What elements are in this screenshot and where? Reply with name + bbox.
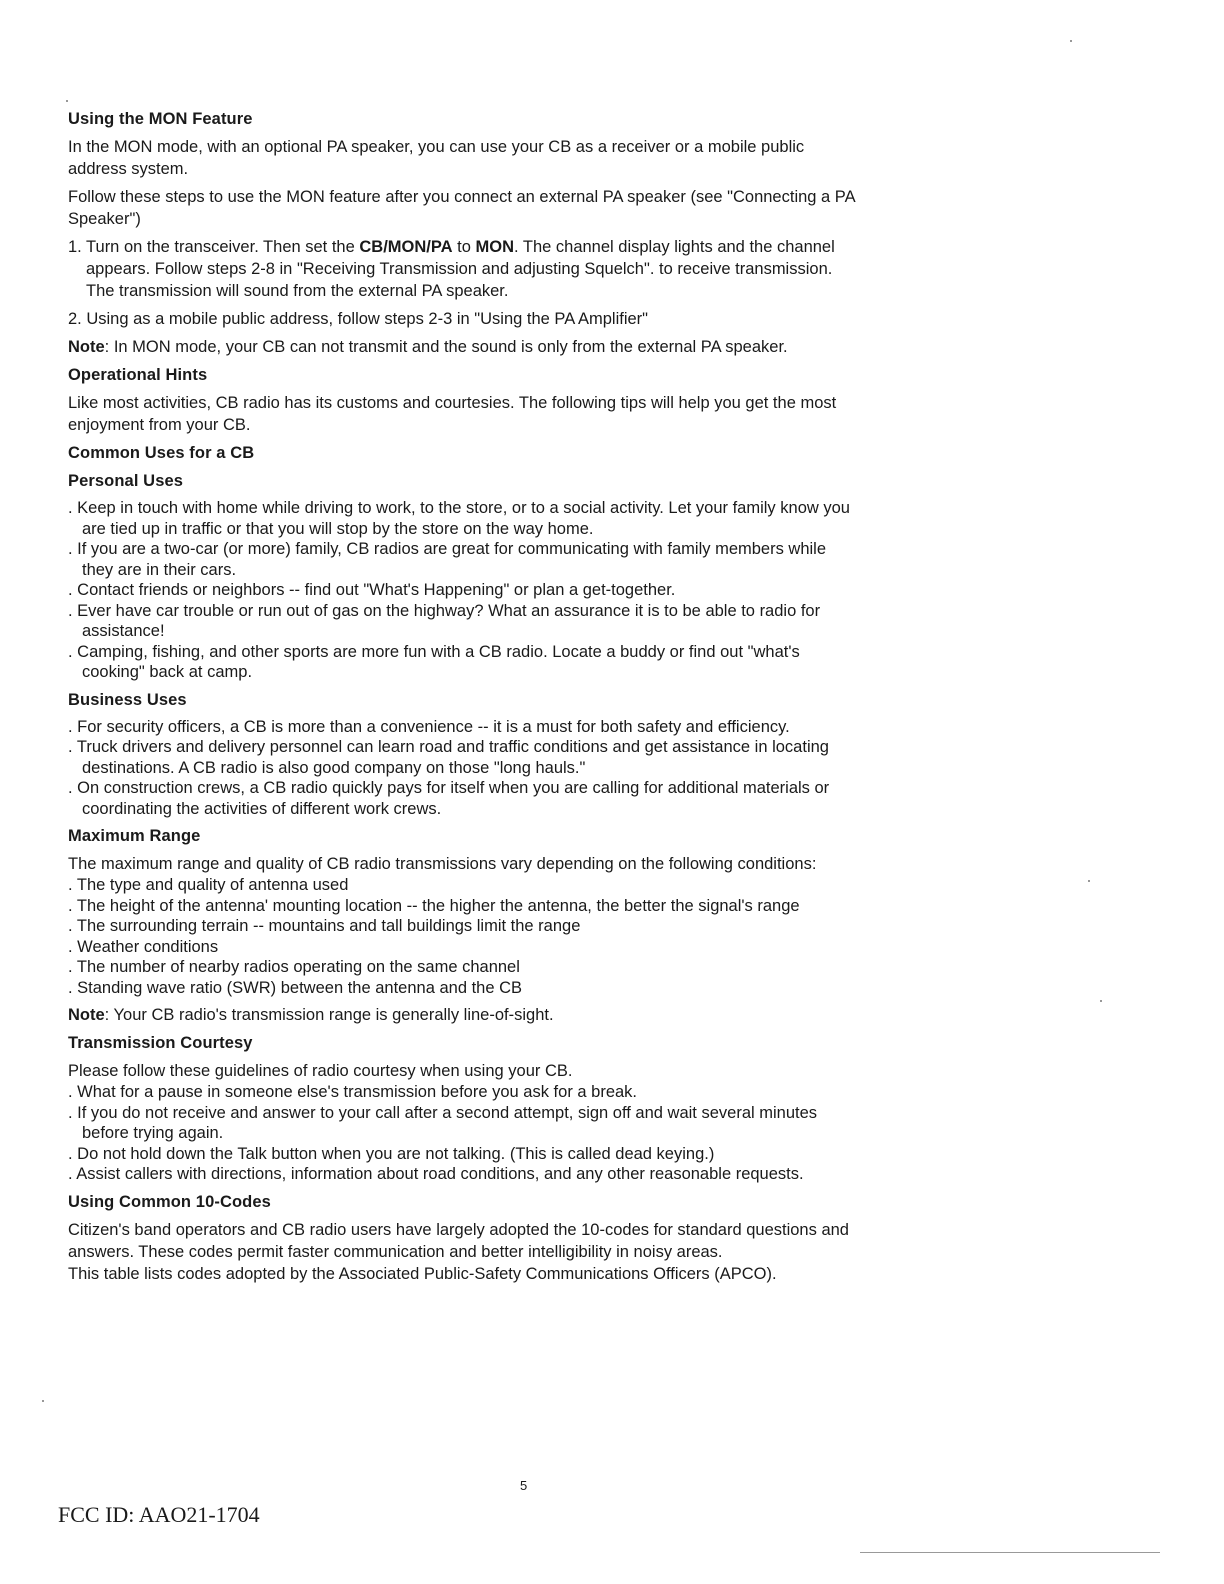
scan-speck bbox=[1070, 40, 1072, 42]
personal-uses-heading: Personal Uses bbox=[68, 472, 184, 490]
list-item: . Weather conditions bbox=[68, 937, 219, 956]
list-item: . For security officers, a CB is more than a convenience -- it is a must for both safety and efficiency. bbox=[68, 717, 790, 736]
list-item: . Assist callers with directions, information about road conditions, and any other reasonable requests. bbox=[68, 1165, 804, 1183]
codes-paragraph-1: Citizen's band operators and CB radio users have largely adopted the 10-codes for standard questions and answers. These codes permit faster communication and better intelligibility in noisy areas. bbox=[68, 1220, 849, 1261]
mon-paragraph-2: Follow these steps to use the MON feature after you connect an external PA speaker (see "Connecting a PA Speaker") bbox=[68, 188, 855, 228]
list-item: . The surrounding terrain -- mountains and tall buildings limit the range bbox=[68, 917, 581, 935]
scan-speck bbox=[66, 100, 68, 102]
scan-speck bbox=[42, 1400, 44, 1402]
hints-paragraph: Like most activities, CB radio has its customs and courtesies. The following tips will help you get the most enjoyment from your CB. bbox=[68, 394, 837, 434]
page-number: 5 bbox=[520, 1478, 528, 1493]
mon-step-1: 1. Turn on the transceiver. Then set the CB/MON/PA to MON. The channel display lights and the channel appears. Follow steps 2-8 in "Receiving Transmission and adjusting Squelch". to receive transmission. The transmission will sound from the external PA speaker. bbox=[68, 238, 835, 300]
courtesy-paragraph: Please follow these guidelines of radio courtesy when using your CB. bbox=[68, 1062, 573, 1080]
codes-paragraph-2: This table lists codes adopted by the Associated Public-Safety Communications Officers (APCO). bbox=[68, 1264, 777, 1283]
list-item: . On construction crews, a CB radio quickly pays for itself when you are calling for additional materials or coordinating the activities of different work crews. bbox=[68, 779, 830, 818]
list-item: . If you do not receive and answer to your call after a second attempt, sign off and wait several minutes before trying again. bbox=[68, 1103, 818, 1142]
scan-speck bbox=[1088, 880, 1090, 882]
list-item: . Contact friends or neighbors -- find out "What's Happening" or plan a get-together. bbox=[68, 581, 676, 599]
list-item: . Ever have car trouble or run out of gas on the highway? What an assurance it is to be able to radio for assistance! bbox=[68, 601, 821, 640]
mon-paragraph-1: In the MON mode, with an optional PA speaker, you can use your CB as a receiver or a mobile public address system. bbox=[68, 138, 805, 178]
list-item: . The number of nearby radios operating on the same channel bbox=[68, 958, 520, 976]
list-item: . If you are a two-car (or more) family, CB radios are great for communicating with family members while they are in their cars. bbox=[68, 540, 827, 579]
maximum-range-heading: Maximum Range bbox=[68, 827, 201, 845]
fcc-id: FCC ID: AAO21-1704 bbox=[58, 1502, 260, 1527]
ten-codes-heading: Using Common 10-Codes bbox=[68, 1192, 271, 1211]
scan-edge-line bbox=[860, 1552, 1160, 1553]
uses-heading: Common Uses for a CB bbox=[68, 444, 255, 462]
list-item: . Standing wave ratio (SWR) between the antenna and the CB bbox=[68, 978, 523, 997]
list-item: . The height of the antenna' mounting location -- the higher the antenna, the better the signal's range bbox=[68, 896, 800, 915]
scan-speck bbox=[1100, 1000, 1102, 1002]
hints-heading: Operational Hints bbox=[68, 366, 208, 384]
range-note: Note: Your CB radio's transmission range is generally line-of-sight. bbox=[68, 1006, 554, 1024]
mon-step-2: 2. Using as a mobile public address, follow steps 2-3 in "Using the PA Amplifier" bbox=[68, 310, 649, 328]
transmission-courtesy-heading: Transmission Courtesy bbox=[68, 1034, 253, 1052]
list-item: . The type and quality of antenna used bbox=[68, 876, 349, 894]
range-paragraph: The maximum range and quality of CB radio transmissions vary depending on the following conditions: bbox=[68, 855, 817, 873]
list-item: . What for a pause in someone else's transmission before you ask for a break. bbox=[68, 1083, 638, 1101]
mon-note: Note: In MON mode, your CB can not transmit and the sound is only from the external PA speaker. bbox=[68, 338, 788, 356]
business-uses-heading: Business Uses bbox=[68, 690, 187, 709]
manual-page-body bbox=[68, 108, 858, 1285]
list-item: . Do not hold down the Talk button when you are not talking. (This is called dead keying.) bbox=[68, 1144, 715, 1163]
list-item: . Truck drivers and delivery personnel can learn road and traffic conditions and get assistance in locating destinations. A CB radio is also good company on those "long hauls." bbox=[68, 738, 829, 777]
mon-heading: Using the MON Feature bbox=[68, 110, 253, 128]
list-item: . Keep in touch with home while driving to work, to the store, or to a social activity. Let your family know you are tied up in traffic or that you will stop by the store on the way home. bbox=[68, 499, 850, 538]
list-item: . Camping, fishing, and other sports are more fun with a CB radio. Locate a buddy or find out "what's cooking" back at camp. bbox=[68, 642, 800, 681]
